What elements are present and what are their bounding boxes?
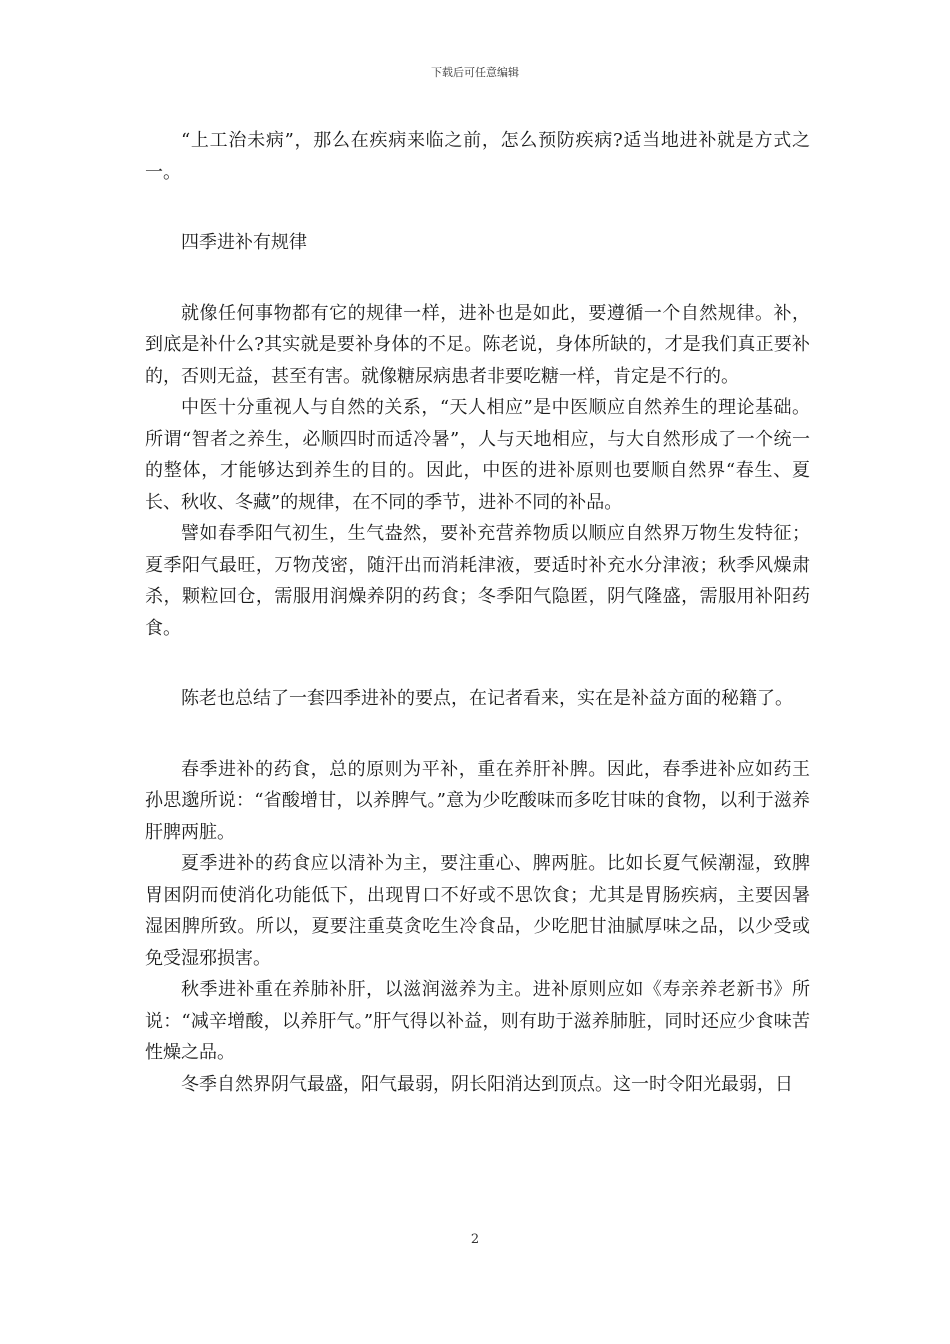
page-number: 2 <box>470 1232 480 1247</box>
intro-paragraph: “上工治未病”，那么在疾病来临之前，怎么预防疾病?适当地进补就是方式之一。 <box>145 130 810 183</box>
document-body <box>145 125 810 1100</box>
section-heading: 四季进补有规律 <box>181 232 307 253</box>
body-paragraph-5: 春季进补的药食，总的原则为平补，重在养肝补脾。因此，春季进补应如药王孙思邈所说：“省酸增甘，以养脾气。”意为少吃酸味而多吃甘味的食物，以利于滋养肝脾两脏。 <box>145 758 810 843</box>
page-header: 下载后可任意编辑 <box>431 66 519 79</box>
body-paragraph-3: 譬如春季阳气初生，生气盎然，要补充营养物质以顺应自然界万物生发特征；夏季阳气最旺，万物茂密，随汗出而消耗津液，要适时补充水分津液；秋季风燥肃杀，颗粒回仓，需服用润燥养阴的药食；冬季阳气隐匿，阴气隆盛，需服用补阳药食。 <box>145 523 810 639</box>
body-paragraph-7: 秋季进补重在养肺补肝，以滋润滋养为主。进补原则应如《寿亲养老新书》所说：“减辛增酸，以养肝气。”肝气得以补益，则有助于滋养肺脏，同时还应少食味苦性燥之品。 <box>145 979 810 1063</box>
paragraph-gap <box>145 715 810 754</box>
body-paragraph-6: 夏季进补的药食应以清补为主，要注重心、脾两脏。比如长夏气候潮湿，致脾胃困阴而使消化功能低下，出现胃口不好或不思饮食；尤其是胃肠疾病，主要因暑湿困脾所致。所以，夏要注重莫贪吃生冷食品，少吃肥甘油腻厚味之品，以少受或免受湿邪损害。 <box>145 853 810 969</box>
body-paragraph-4: 陈老也总结了一套四季进补的要点，在记者看来，实在是补益方面的秘籍了。 <box>181 688 793 709</box>
body-paragraph-1: 就像任何事物都有它的规律一样，进补也是如此，要遵循一个自然规律。补，到底是补什么?其实就是要补身体的不足。陈老说，身体所缺的，才是我们真正要补的，否则无益，甚至有害。就像糖尿病患者非要吃糖一样，肯定是不行的。 <box>145 302 810 387</box>
body-paragraph-8: 冬季自然界阴气最盛，阳气最弱，阴长阳消达到顶点。这一时令阳光最弱，日 <box>181 1073 793 1095</box>
paragraph-gap <box>145 188 810 227</box>
body-paragraph-2: 中医十分重视人与自然的关系，“天人相应”是中医顺应自然养生的理论基础。所谓“智者之养生，必顺四时而适冷暑”，人与天地相应，与大自然形成了一个统一的整体，才能够达到养生的目的。因此，中医的进补原则也要顺自然界“春生、夏长、秋收、冬藏”的规律，在不同的季节，进补不同的补品。 <box>145 397 810 513</box>
paragraph-gap <box>145 259 810 298</box>
paragraph-gap <box>145 644 810 683</box>
